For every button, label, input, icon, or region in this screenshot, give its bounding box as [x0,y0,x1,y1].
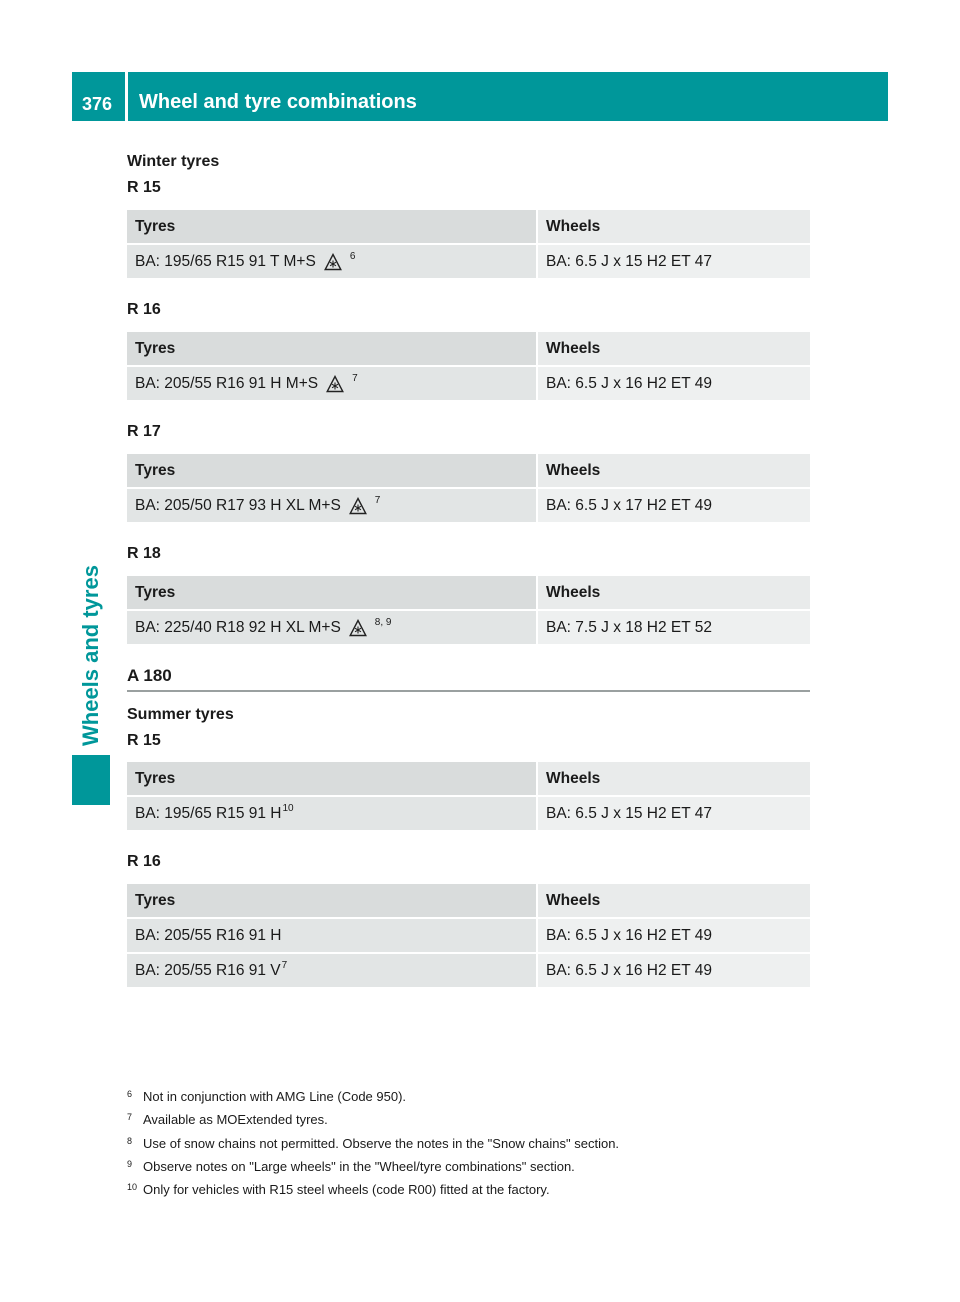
snowflake-mountain-icon [326,375,344,393]
footnote-marker: 7 [127,1112,133,1123]
footnote-ref: 7 [281,959,288,971]
wheels-column-header: Wheels [537,576,810,610]
wheel-cell: BA: 6.5 J x 15 H2 ET 47 [537,796,810,831]
tyre-spec: BA: 225/40 R18 92 H XL M+S [135,618,341,636]
tyre-spec: BA: 195/65 R15 91 H [135,804,282,822]
tyre-spec: BA: 205/55 R16 91 H M+S [135,374,319,392]
footnote-ref: 10 [282,802,294,814]
table-header-row [127,576,810,610]
wheels-column-header: Wheels [537,210,810,244]
size-heading-r17: R 17 [127,423,161,440]
snowflake-mountain-icon [349,619,367,637]
wheel-cell: BA: 6.5 J x 15 H2 ET 47 [537,244,810,279]
model-heading: A 180 [127,666,172,685]
summer-r16-table [127,884,810,989]
footnote-marker: 10 [127,1182,138,1193]
size-heading-r15: R 15 [127,732,161,749]
tyre-cell [127,796,537,831]
table-row [127,244,810,279]
table-header-row [127,454,810,488]
tyres-column-header: Tyres [127,762,537,796]
tyre-cell [127,244,537,279]
footnote-9 [127,1154,827,1177]
header-divider [125,72,128,121]
footnote-ref: 7 [352,372,358,384]
wheel-cell: BA: 6.5 J x 16 H2 ET 49 [537,918,810,953]
table-header-row [127,332,810,366]
wheels-column-header: Wheels [537,332,810,366]
tyre-cell [127,610,537,645]
footnote-marker: 9 [127,1158,133,1169]
table-row [127,610,810,645]
tyres-column-header: Tyres [127,210,537,244]
wheel-cell: BA: 6.5 J x 16 H2 ET 49 [537,366,810,401]
table-row [127,796,810,831]
footnote-marker: 6 [127,1089,133,1099]
footnote-ref: 6 [349,250,356,262]
tyres-column-header: Tyres [127,454,537,488]
tyre-spec: BA: 195/65 R15 91 T M+S [135,252,316,270]
snowflake-mountain-icon [349,497,367,515]
size-heading-r16: R 16 [127,301,161,318]
size-heading-r15: R 15 [127,179,161,196]
tyre-cell [127,953,537,988]
footnote-6 [127,1084,827,1107]
footnote-text: Available as MOExtended tyres. [143,1112,328,1128]
tyre-cell [127,488,537,523]
footnote-text: Not in conjunction with AMG Line (Code 950). [143,1089,407,1104]
size-heading-r16: R 16 [127,853,161,870]
sidebar-section-label: Wheels and tyres [78,565,103,746]
tyres-column-header: Tyres [127,884,537,918]
footnote-text: Only for vehicles with R15 steel wheels (code R00) fitted at the factory. [143,1182,550,1198]
table-header-row [127,884,810,918]
footnote-text: Use of snow chains not permitted. Observe the notes in the "Snow chains" section. [143,1135,620,1151]
table-row [127,953,810,988]
wheels-column-header: Wheels [537,762,810,796]
tyre-cell [127,366,537,401]
tyre-cell [127,918,537,953]
snowflake-mountain-icon [324,253,342,271]
footnotes [127,1084,827,1200]
winter-tyres-heading: Winter tyres [127,153,220,170]
footnote-ref: 7 [374,494,381,506]
wheels-column-header: Wheels [537,884,810,918]
winter-r15-table [127,210,810,280]
table-header-row [127,210,810,244]
wheel-cell: BA: 6.5 J x 17 H2 ET 49 [537,488,810,523]
footnote-marker: 8 [127,1135,133,1146]
table-row [127,488,810,523]
footnote-7 [127,1107,827,1130]
sidebar-tab-marker [72,755,110,805]
tyre-spec: BA: 205/55 R16 91 V [135,961,281,979]
footnote-text: Observe notes on "Large wheels" in the "Wheel/tyre combinations" section. [143,1158,575,1174]
table-row [127,366,810,401]
winter-r17-table [127,454,810,524]
page-number: 376 [82,94,113,114]
footnote-10 [127,1177,827,1200]
wheels-column-header: Wheels [537,454,810,488]
wheel-cell: BA: 7.5 J x 18 H2 ET 52 [537,610,810,645]
page-header [72,72,888,121]
table-row [127,918,810,953]
summer-r15-table [127,762,810,832]
model-divider [127,690,810,692]
winter-r18-table [127,576,810,646]
tyre-spec: BA: 205/50 R17 93 H XL M+S [135,496,341,514]
summer-tyres-heading: Summer tyres [127,706,234,723]
footnote-8 [127,1131,827,1154]
table-header-row [127,762,810,796]
tyres-column-header: Tyres [127,332,537,366]
page-title: Wheel and tyre combinations [139,91,417,113]
tyres-column-header: Tyres [127,576,537,610]
footnote-ref: 8, 9 [374,616,392,628]
size-heading-r18: R 18 [127,545,161,562]
tyre-spec: BA: 205/55 R16 91 H [135,926,282,944]
wheel-cell: BA: 6.5 J x 16 H2 ET 49 [537,953,810,988]
winter-r16-table [127,332,810,402]
